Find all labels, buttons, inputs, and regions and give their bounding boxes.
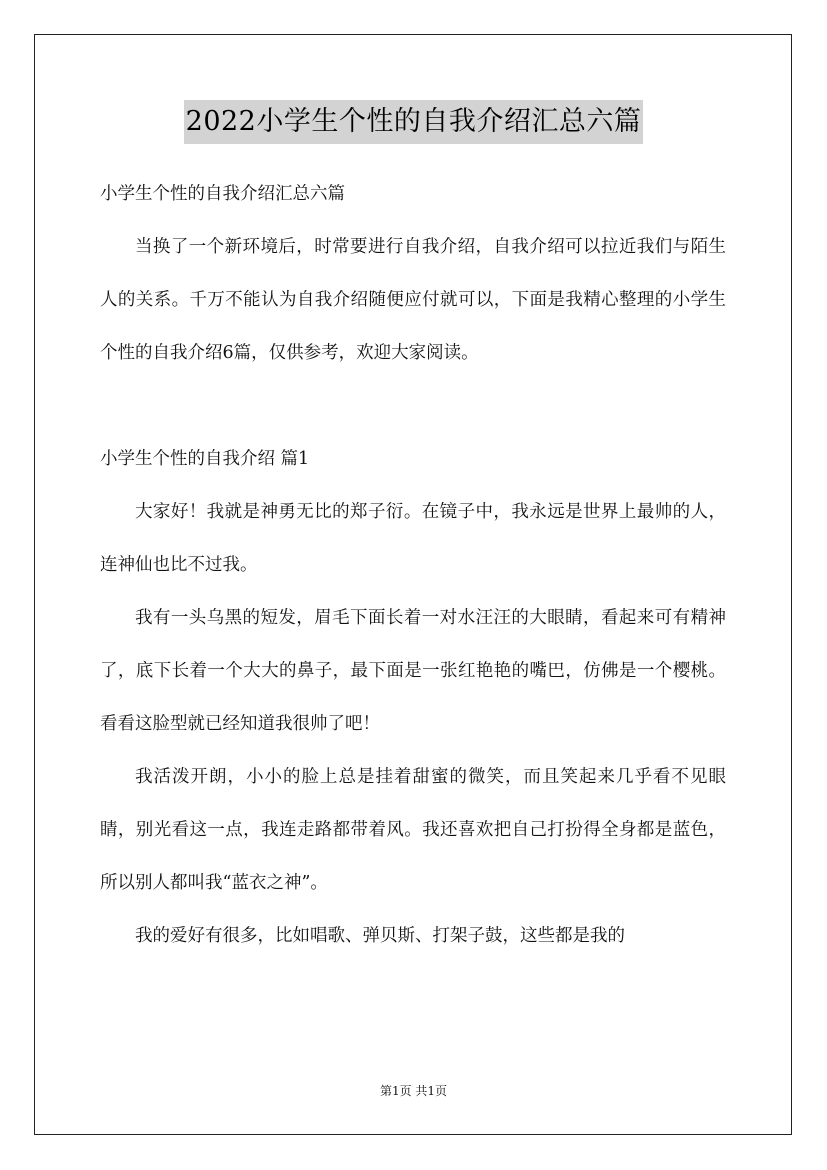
section-spacer — [100, 380, 726, 433]
body-paragraph: 大家好！我就是神勇无比的郑子衍。在镜子中，我永远是世界上最帅的人，连神仙也比不过我。 — [100, 502, 726, 575]
intro-paragraph: 当换了一个新环境后，时常要进行自我介绍，自我介绍可以拉近我们与陌生人的关系。千万不能认为自我介绍随便应付就可以，下面是我精心整理的小学生个性的自我介绍6篇，仅供参考，欢迎大家阅读。 — [100, 237, 726, 363]
title-container — [0, 100, 827, 144]
document-body — [100, 168, 726, 963]
page-footer: 第1页 共1页 — [379, 1084, 448, 1098]
section-heading: 小学生个性的自我介绍 篇1 — [100, 449, 310, 469]
body-paragraph: 我的爱好有很多，比如唱歌、弹贝斯、打架子鼓，这些都是我的 — [135, 926, 625, 946]
body-paragraph: 我有一头乌黑的短发，眉毛下面长着一对水汪汪的大眼睛，看起来可有精神了，底下长着一个大大的鼻子，最下面是一张红艳艳的嘴巴，仿佛是一个樱桃。看看这脸型就已经知道我很帅了吧！ — [100, 608, 726, 734]
body-paragraph: 我活泼开朗，小小的脸上总是挂着甜蜜的微笑，而且笑起来几乎看不见眼睛，别光看这一点，我连走路都带着风。我还喜欢把自己打扮得全身都是蓝色，所以别人都叫我“蓝衣之神”。 — [100, 767, 726, 893]
document-subtitle: 小学生个性的自我介绍汇总六篇 — [100, 184, 345, 204]
document-title: 2022小学生个性的自我介绍汇总六篇 — [184, 100, 644, 144]
